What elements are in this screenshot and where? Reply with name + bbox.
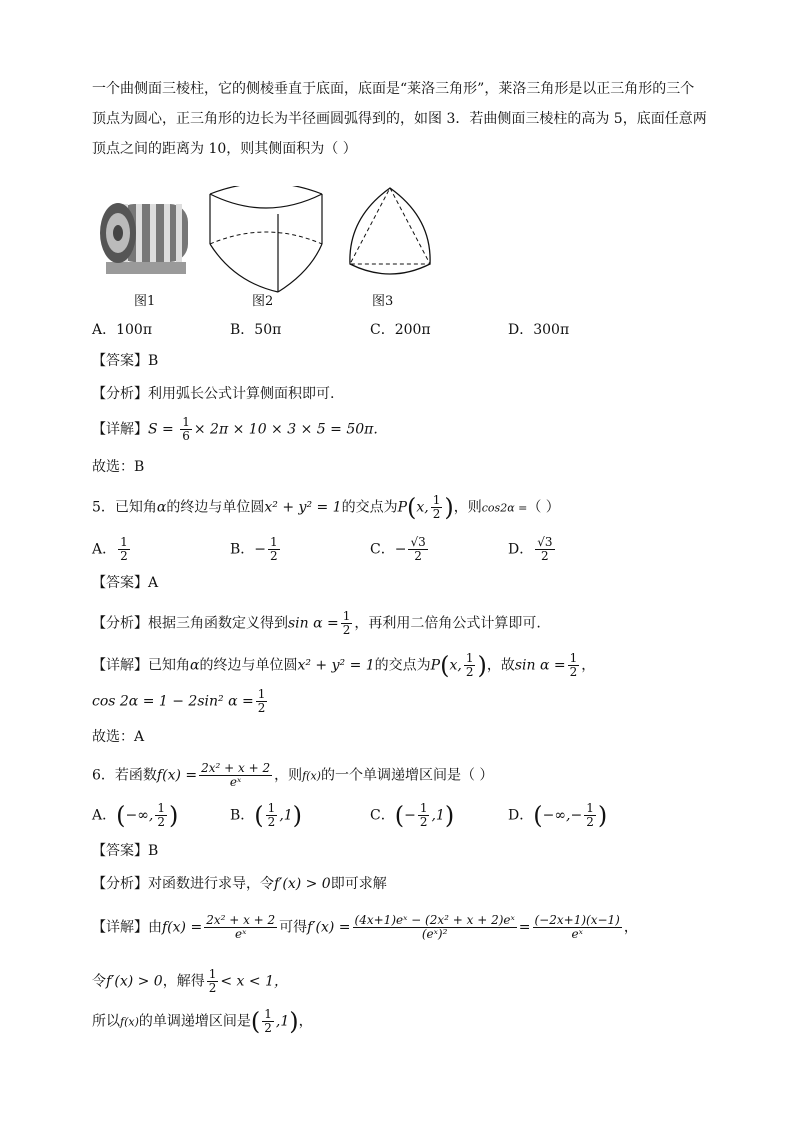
- q4-stem-line3: 顶点之间的距离为 10，则其侧面积为（ ）: [92, 141, 357, 157]
- opt-label: D．: [508, 807, 534, 824]
- opt-label: A．: [92, 541, 117, 558]
- engine-fin-shape: [150, 204, 156, 262]
- fx-inline: f(x): [120, 1015, 139, 1029]
- frac-den: eˣ: [234, 927, 247, 941]
- line3-d: ，: [298, 1013, 313, 1030]
- q6-option-a: A．(−∞, $\frac{1}{2}$ ): [92, 801, 179, 830]
- q6-answer: [92, 840, 158, 862]
- q4-option-c: C．200π: [370, 322, 431, 338]
- sin-alpha: sin α =: [514, 657, 566, 674]
- figure1-caption: 图1: [134, 294, 156, 309]
- analysis-tag: 【分析】: [92, 386, 148, 402]
- q6-stem-c: 的一个单调递增区间是（ ）: [320, 767, 494, 784]
- detail-formula-rest: × 2π × 10 × 3 × 5 = 50π.: [193, 421, 378, 438]
- fx-inline: f(x): [302, 769, 321, 783]
- frac-num: 2x² + x + 2: [201, 761, 271, 775]
- frac-den: 2: [267, 815, 276, 829]
- opt-math: ,1: [431, 807, 445, 824]
- opt-math: −∞,−: [542, 807, 583, 824]
- alpha-symbol: α: [156, 499, 167, 516]
- q5-option-c: [370, 536, 430, 563]
- q5-stem-a: 5．已知角: [92, 499, 157, 516]
- frac-den: 2: [342, 623, 351, 637]
- frac-num: 1: [432, 493, 441, 507]
- engine-shaft-shape: [113, 225, 123, 241]
- inequality: < x < 1，: [220, 973, 288, 990]
- analysis-a: 对函数进行求导，令: [148, 876, 274, 892]
- detail-c: 的交点为: [374, 657, 431, 674]
- alpha-symbol: α: [190, 657, 200, 674]
- frac-den: 2: [270, 549, 278, 563]
- frac-den: 2: [419, 815, 428, 829]
- detail-a: 已知角: [148, 657, 190, 674]
- frac-den: eˣ: [571, 927, 583, 941]
- q6-stem: [92, 762, 493, 789]
- q4-stem-line1: 一个曲侧面三棱柱，它的侧棱垂直于底面，底面是“莱洛三角形”，莱洛三角形是以正三角形的三个: [92, 81, 695, 97]
- answer-value: B: [148, 843, 159, 859]
- q6-analysis: [92, 873, 387, 895]
- detail-formula-s: S =: [148, 421, 174, 438]
- figure2-caption: 图2: [252, 294, 274, 309]
- q5-option-a: [92, 536, 132, 563]
- opt-math: −: [404, 807, 416, 824]
- frac-num: 1: [586, 801, 594, 815]
- equals: =: [518, 919, 531, 936]
- q4-detail: [92, 416, 378, 443]
- point-p: P: [397, 499, 408, 516]
- sin-alpha: sin α =: [288, 615, 339, 632]
- opt-label: A．: [92, 807, 117, 824]
- frac-den: 2: [257, 701, 266, 715]
- comma: ，: [623, 919, 638, 936]
- q6-detail-line2: [92, 968, 288, 995]
- q6-option-c: C．(− $\frac{1}{2}$ ,1): [370, 801, 455, 830]
- frac-num: 1: [157, 801, 165, 815]
- frac-den: 2: [586, 815, 594, 829]
- answer-tag: 【答案】: [92, 353, 148, 369]
- line3-b: 的单调递增区间是: [138, 1013, 251, 1030]
- q5-stem-d: ，则: [453, 499, 482, 516]
- frac-num: 1: [569, 651, 578, 665]
- frac-den: 6: [182, 429, 190, 443]
- cos2a: cos2α =: [481, 501, 528, 515]
- analysis-tag: 【分析】: [92, 876, 148, 892]
- frac-den: 2: [432, 507, 441, 521]
- opt-label: C．−: [370, 541, 407, 558]
- q5-stem: 5．已知角α的终边与单位圆x² + y² = 1的交点为P(x, $\frac{1}{2}$ )，则cos2α =（ ）: [92, 493, 560, 522]
- frac-num: 1: [208, 967, 217, 981]
- analysis-text: 利用弧长公式计算侧面积即可.: [148, 386, 335, 402]
- q5-cos-line: [92, 688, 269, 715]
- detail-tag: 【详解】: [92, 919, 148, 936]
- opt-math: −∞,: [125, 807, 154, 824]
- opt-label: C．: [370, 807, 395, 824]
- q5-choose: 故选：A: [92, 729, 145, 745]
- engine-fin-shape: [164, 204, 170, 262]
- detail-b: 可得: [279, 919, 308, 936]
- frac-den: 2: [120, 549, 128, 563]
- analysis-b: ，再利用二倍角公式计算即可.: [354, 615, 541, 632]
- cos-identity: cos 2α = 1 − 2sin² α =: [92, 693, 254, 710]
- frac-num: (−2x+1)(x−1): [534, 913, 620, 927]
- engine-fin-shape: [176, 204, 182, 262]
- frac-num: 1: [419, 801, 428, 815]
- fx: f(x) =: [162, 919, 203, 936]
- frac-num: 1: [257, 687, 266, 701]
- line2-a: 令: [92, 973, 106, 990]
- figure2-curved-prism: [204, 186, 328, 296]
- frac-den: 2: [157, 815, 165, 829]
- detail-e: ，: [581, 657, 596, 674]
- q4-option-b: B．50π: [230, 322, 282, 338]
- fx: f(x) =: [156, 767, 198, 784]
- frac-num: 1: [267, 801, 276, 815]
- frac-num: 1: [120, 535, 128, 549]
- q5-detail: 【详解】已知角α的终边与单位圆x² + y² = 1的交点为P(x, $\frac{1}{2}$ )，故sin α = $\frac{1}{2}$ ，: [92, 651, 596, 680]
- q6-detail-line3: 所以f(x)的单调递增区间是( $\frac{1}{2}$ ,1)，: [92, 1007, 313, 1036]
- frac-num: 1: [342, 609, 351, 623]
- figure3-reuleaux-triangle: [340, 184, 440, 284]
- detail-tag: 【详解】: [92, 421, 148, 438]
- q5-option-d: [508, 536, 557, 563]
- q4-analysis: [92, 383, 334, 405]
- fprime-positive: f′(x) > 0: [106, 973, 163, 990]
- frac-den: 2: [569, 665, 578, 679]
- figure3-caption: 图3: [372, 294, 394, 309]
- q5-stem-c: 的交点为: [341, 499, 398, 516]
- point-p: P: [430, 657, 441, 674]
- unit-circle-eq: x² + y² = 1: [297, 657, 375, 674]
- frac-den: (eˣ)²: [421, 927, 448, 941]
- detail-b: 的终边与单位圆: [199, 657, 298, 674]
- detail-tag: 【详解】: [92, 657, 148, 674]
- detail-a: 由: [148, 919, 162, 936]
- fprime-eq: f′(x) =: [307, 919, 351, 936]
- fraction-half: [431, 494, 443, 521]
- answer-value: A: [148, 575, 159, 591]
- q6-option-b: B．( $\frac{1}{2}$ ,1): [230, 801, 303, 830]
- frac-den: 2: [414, 549, 422, 563]
- line3-a: 所以: [92, 1013, 120, 1030]
- fprime-positive: f′(x) > 0: [274, 876, 331, 892]
- opt-label: B．: [230, 807, 255, 824]
- frac-den: eˣ: [229, 775, 242, 789]
- frac-num: 2x² + x + 2: [206, 913, 276, 927]
- point-x: x,: [449, 657, 462, 674]
- frac-den: 2: [264, 1021, 272, 1035]
- frac-den: 2: [208, 981, 217, 995]
- engine-fin-shape: [136, 204, 142, 262]
- frac-num: 1: [270, 535, 278, 549]
- q6-stem-b: ，则: [274, 767, 303, 784]
- frac-num: √3: [537, 535, 553, 549]
- q6-stem-a: 6．若函数: [92, 767, 157, 784]
- answer-value: B: [148, 353, 159, 369]
- q4-answer: [92, 350, 158, 372]
- q4-option-a: A．100π: [92, 322, 153, 338]
- q4-option-d: D．300π: [508, 322, 570, 338]
- fraction-one-sixth: [180, 416, 192, 443]
- detail-d: ，故: [486, 657, 515, 674]
- opt-math: ,1: [279, 807, 293, 824]
- frac-num: 1: [182, 415, 190, 429]
- frac-den: 2: [541, 549, 549, 563]
- q5-stem-e: （ ）: [527, 499, 560, 516]
- analysis-a: 根据三角函数定义得到: [148, 615, 288, 632]
- q5-stem-b: 的终边与单位圆: [166, 499, 265, 516]
- frac-den: 2: [465, 665, 474, 679]
- q6-detail: [92, 914, 638, 941]
- q4-choose: 故选：B: [92, 459, 145, 475]
- engine-base-shape: [106, 262, 186, 274]
- opt-label: D．: [508, 541, 534, 558]
- frac-num: 1: [264, 1007, 272, 1021]
- line2-b: ，解得: [162, 973, 205, 990]
- q5-option-b: [230, 536, 282, 563]
- opt-label: B．−: [230, 541, 267, 558]
- unit-circle-eq: x² + y² = 1: [264, 499, 342, 516]
- analysis-b: 即可求解: [330, 876, 387, 892]
- answer-tag: 【答案】: [92, 575, 148, 591]
- frac-num: 1: [465, 651, 474, 665]
- frac-num: (4x+1)eˣ − (2x² + x + 2)eˣ: [354, 913, 515, 927]
- q5-analysis: [92, 610, 541, 637]
- interval-end: ,1: [275, 1013, 290, 1030]
- figure1-engine-image: [96, 190, 196, 282]
- q5-answer: [92, 572, 158, 594]
- analysis-tag: 【分析】: [92, 615, 148, 632]
- frac-num: √3: [410, 535, 426, 549]
- point-x: x,: [416, 499, 429, 516]
- q4-stem-line2: 顶点为圆心，正三角形的边长为半径画圆弧得到的，如图 3．若曲侧面三棱柱的高为 5，底面任意两: [92, 111, 707, 127]
- answer-tag: 【答案】: [92, 843, 148, 859]
- q6-option-d: D．(−∞,− $\frac{1}{2}$ ): [508, 801, 608, 830]
